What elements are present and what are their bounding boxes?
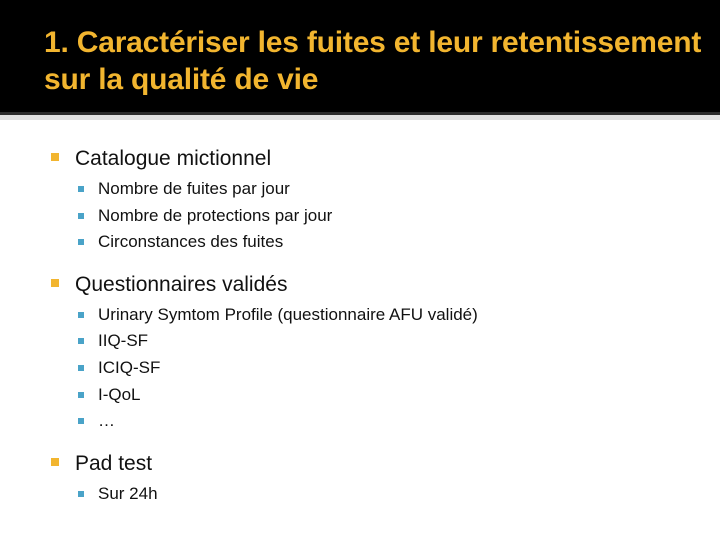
square-bullet-icon <box>78 213 84 219</box>
title-divider-light <box>0 115 720 120</box>
square-bullet-icon <box>78 418 84 424</box>
spacer <box>0 435 720 449</box>
bullet-item: Urinary Symtom Profile (questionnaire AFU validé) <box>98 304 478 324</box>
bullet-item: Sur 24h <box>98 483 158 503</box>
bullet-level2 <box>0 328 720 355</box>
square-bullet-icon <box>78 312 84 318</box>
bullet-level2 <box>0 229 720 256</box>
square-bullet-icon <box>51 458 59 466</box>
bullet-level2 <box>0 355 720 382</box>
bullet-item: Circonstances des fuites <box>98 232 284 252</box>
bullet-heading-pad-test: Pad test <box>75 451 153 475</box>
square-bullet-icon <box>78 365 84 371</box>
bullet-item: ICIQ-SF <box>98 357 161 377</box>
square-bullet-icon <box>78 338 84 344</box>
bullet-level2 <box>0 408 720 435</box>
bullet-level1 <box>0 449 720 481</box>
square-bullet-icon <box>78 491 84 497</box>
bullet-item: … <box>98 411 115 431</box>
square-bullet-icon <box>78 392 84 398</box>
bullet-item: Nombre de fuites par jour <box>98 179 290 198</box>
square-bullet-icon <box>51 153 59 161</box>
bullet-level2 <box>0 382 720 409</box>
square-bullet-icon <box>78 186 84 192</box>
bullet-level2 <box>0 481 720 508</box>
bullet-item: Nombre de protections par jour <box>98 205 333 225</box>
bullet-level1 <box>0 270 720 302</box>
bullet-level2 <box>0 203 720 230</box>
square-bullet-icon <box>51 279 59 287</box>
slide-content <box>0 144 720 507</box>
bullet-item: I-QoL <box>98 384 141 404</box>
bullet-heading-catalogue: Catalogue mictionnel <box>75 147 272 170</box>
spacer <box>0 256 720 270</box>
bullet-level2 <box>0 176 720 203</box>
title-band <box>0 0 720 112</box>
bullet-level2 <box>0 302 720 329</box>
bullet-heading-questionnaires: Questionnaires validés <box>75 272 288 296</box>
square-bullet-icon <box>78 239 84 245</box>
bullet-level1 <box>0 144 720 176</box>
bullet-item: IIQ-SF <box>98 331 149 351</box>
slide-title: 1. Caractériser les fuites et leur retentissement sur la qualité de vie <box>44 26 702 96</box>
